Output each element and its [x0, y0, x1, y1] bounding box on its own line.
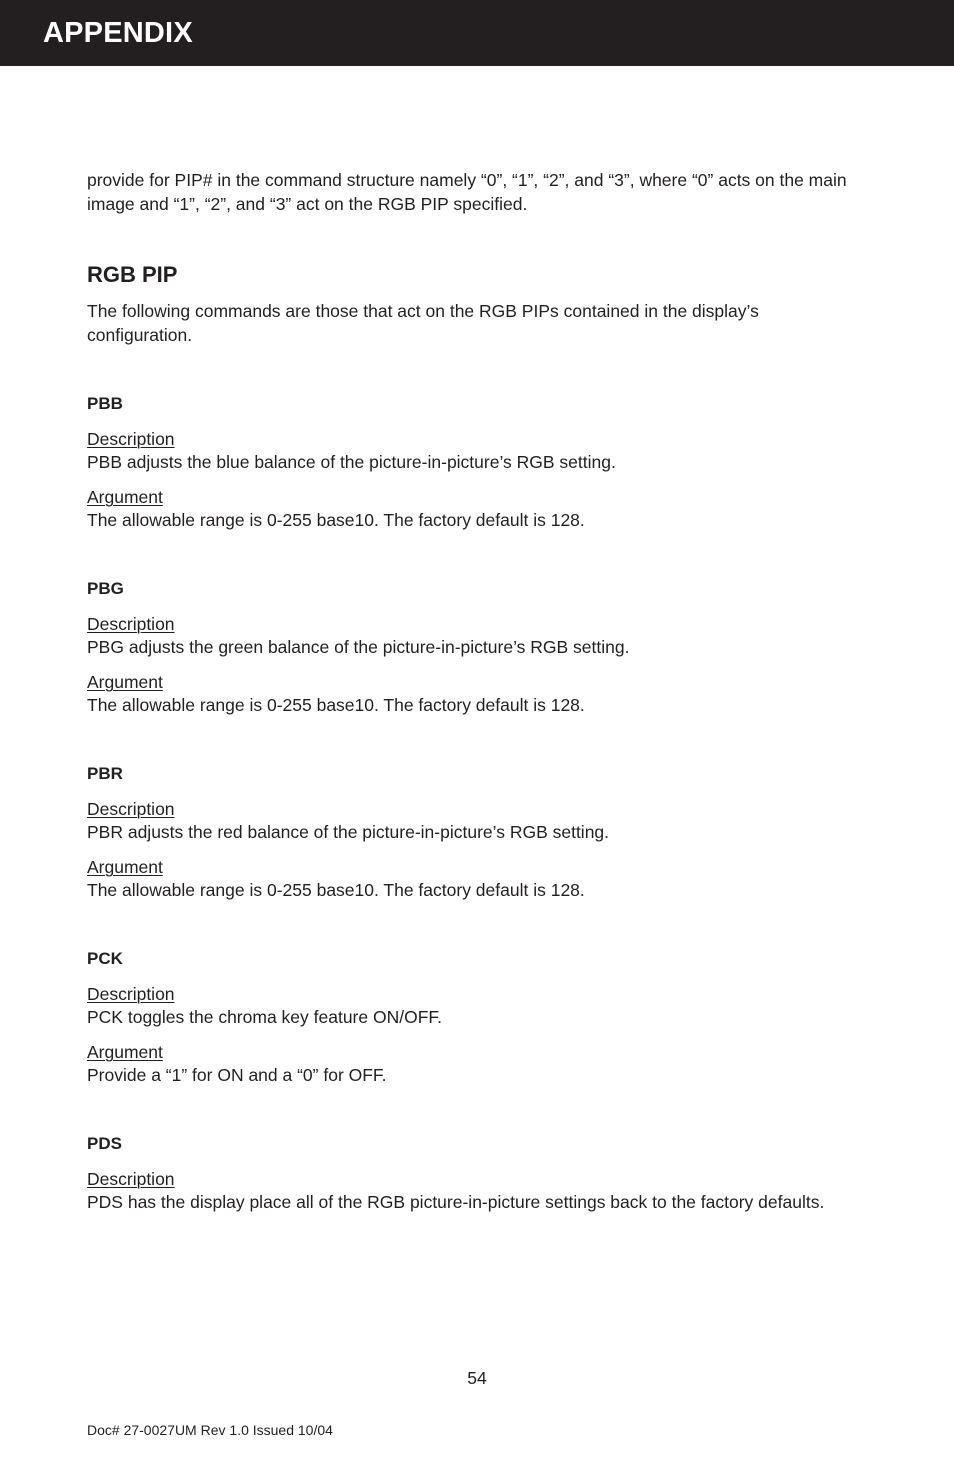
description-text: PCK toggles the chroma key feature ON/OFF. [87, 1007, 443, 1027]
description-label: Description [87, 614, 175, 634]
argument-label: Argument [87, 487, 163, 507]
command-pbg [87, 578, 867, 717]
command-name: PCK [87, 949, 123, 968]
page-header-title: APPENDIX [43, 17, 193, 49]
doc-number: Doc# 27-0027UM Rev 1.0 Issued 10/04 [87, 1422, 333, 1438]
header-bar [0, 0, 954, 66]
command-pck [87, 948, 867, 1087]
page-number: 54 [467, 1368, 487, 1388]
description-label: Description [87, 984, 175, 1004]
argument-label: Argument [87, 1042, 163, 1062]
description-label: Description [87, 1169, 175, 1189]
argument-text: The allowable range is 0-255 base10. The factory default is 128. [87, 695, 585, 715]
command-name: PDS [87, 1134, 122, 1153]
section-intro: The following commands are those that act on the RGB PIPs contained in the display’s configuration. [87, 301, 759, 345]
argument-text: The allowable range is 0-255 base10. The factory default is 128. [87, 880, 585, 900]
argument-text: The allowable range is 0-255 base10. The factory default is 128. [87, 510, 585, 530]
page-content [87, 169, 867, 1214]
section-title: RGB PIP [87, 262, 178, 287]
command-pbb [87, 393, 867, 532]
command-name: PBB [87, 394, 123, 413]
description-label: Description [87, 799, 175, 819]
description-text: PBR adjusts the red balance of the picture-in-picture’s RGB setting. [87, 822, 610, 842]
argument-label: Argument [87, 672, 163, 692]
intro-paragraph: provide for PIP# in the command structure namely “0”, “1”, “2”, and “3”, where “0” acts on the main image and “1”, “2”, and “3” act on the RGB PIP specified. [87, 170, 847, 214]
command-pbr [87, 763, 867, 902]
description-text: PBB adjusts the blue balance of the picture-in-picture’s RGB setting. [87, 452, 616, 472]
argument-text: Provide a “1” for ON and a “0” for OFF. [87, 1065, 387, 1085]
description-text: PDS has the display place all of the RGB picture-in-picture settings back to the factory defaults. [87, 1192, 825, 1212]
description-label: Description [87, 429, 175, 449]
argument-label: Argument [87, 857, 163, 877]
command-pds [87, 1133, 867, 1214]
command-name: PBG [87, 579, 124, 598]
command-name: PBR [87, 764, 123, 783]
description-text: PBG adjusts the green balance of the picture-in-picture’s RGB setting. [87, 637, 630, 657]
